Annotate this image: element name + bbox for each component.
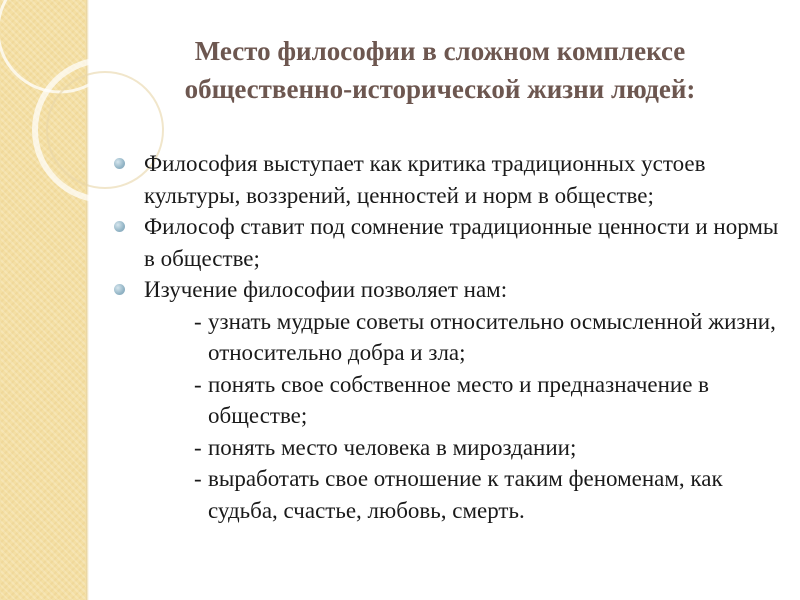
sub-list-item-2	[110, 369, 790, 432]
content-body	[110, 148, 790, 526]
sub-item-text-3: понять место человека в мироздании;	[208, 434, 577, 460]
sub-item-text-1: узнать мудрые советы относительно осмысленной жизни, относительно добра и зла;	[208, 308, 776, 365]
bullet-dot-icon	[114, 158, 125, 169]
dash-marker: -	[194, 308, 202, 334]
sub-list-item-3	[110, 432, 790, 464]
bullet-text-1: Философия выступает как критика традиционных устоев культуры, воззрений, ценностей и норм в обществе;	[144, 151, 706, 208]
bullet-text-2: Философ ставит под сомнение традиционные ценности и нормы в обществе;	[144, 214, 779, 271]
page-title	[110, 32, 770, 108]
title-line-2: общественно-исторической жизни людей:	[184, 74, 696, 104]
dash-marker: -	[194, 434, 202, 460]
bullet-item-2	[110, 211, 790, 274]
bullet-item-1	[110, 148, 790, 211]
sub-list-item-1	[110, 306, 790, 369]
title-line-1: Место философии в сложном комплексе	[194, 36, 686, 66]
bullet-dot-icon	[114, 284, 125, 295]
bullet-dot-icon	[114, 221, 125, 232]
bullet-item-3	[110, 274, 790, 306]
sub-item-text-4: выработать свое отношение к таким феноменам, как судьба, счастье, любовь, смерть.	[208, 466, 723, 523]
dash-marker: -	[194, 371, 202, 397]
dash-marker: -	[194, 466, 202, 491]
sub-item-text-2: понять свое собственное место и предназначение в обществе;	[208, 371, 710, 428]
sub-list-item-4	[110, 463, 790, 526]
bullet-text-3: Изучение философии позволяет нам:	[144, 277, 508, 302]
